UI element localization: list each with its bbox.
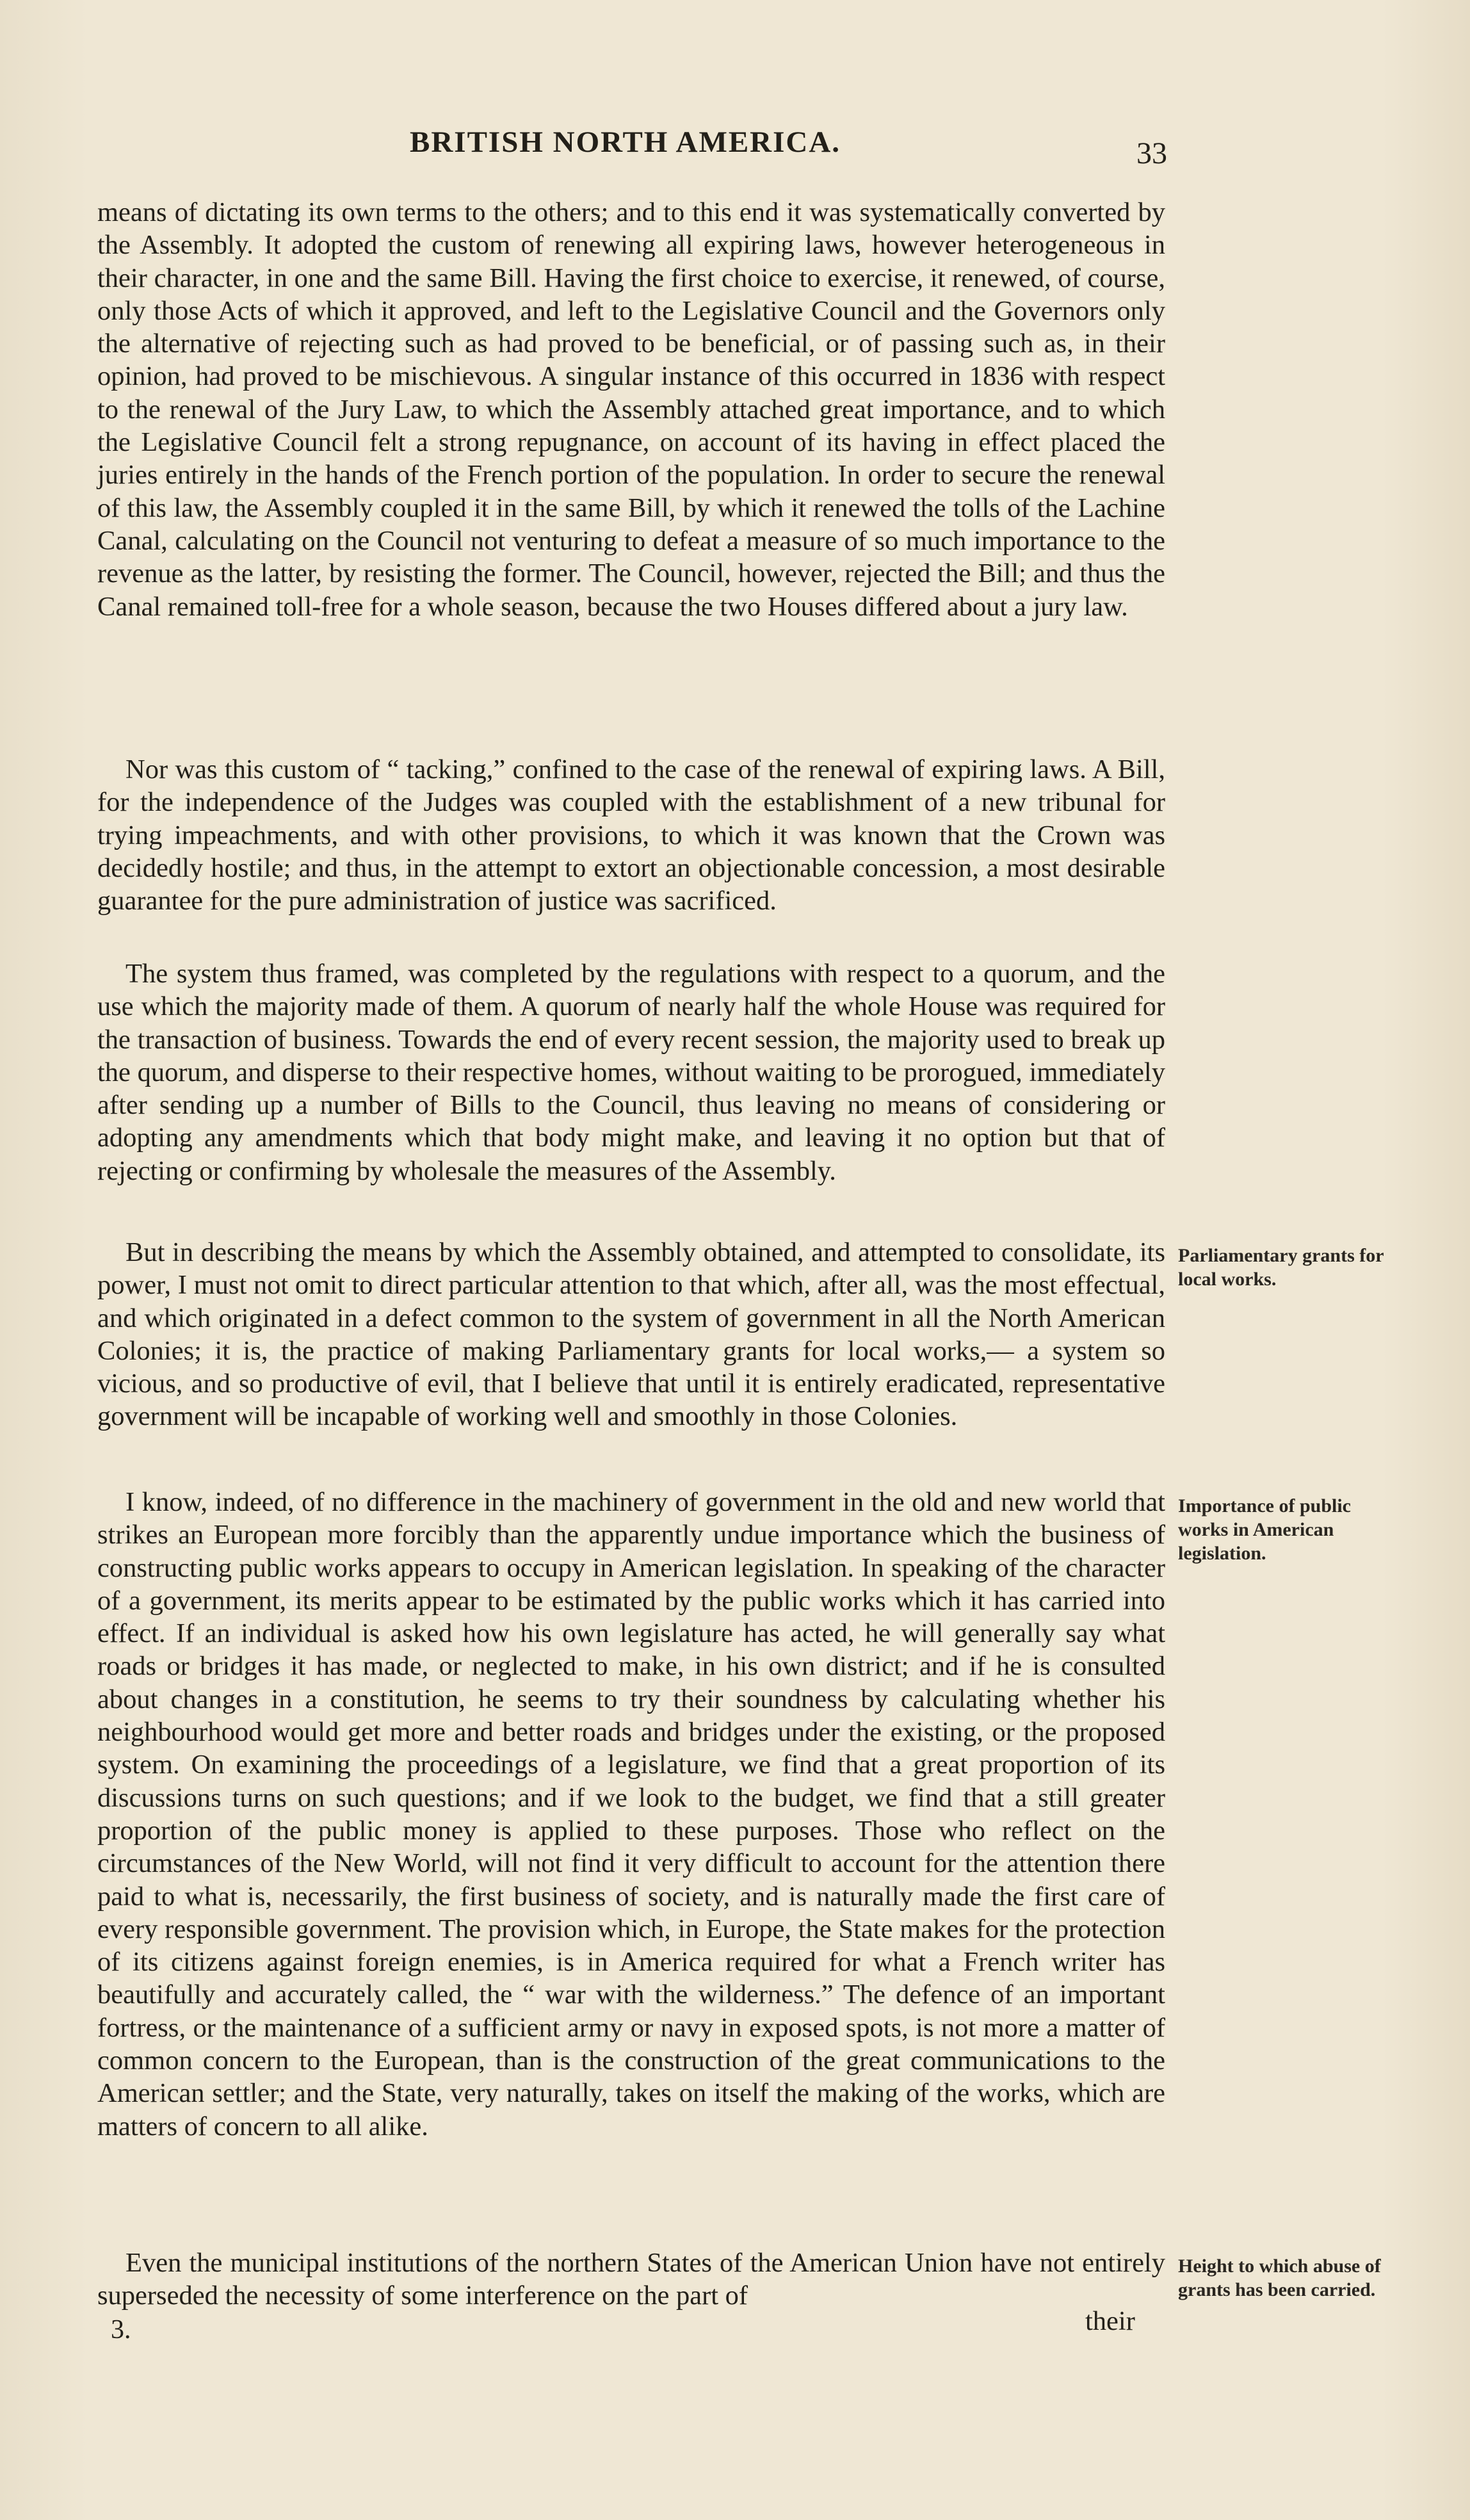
body-paragraph-3: The system thus framed, was completed by the regulations with respect to a quorum, and the use which the majority made of them. A quorum of nearly half the whole House was required for the transaction of business. Towards the end of every recent session, the majority used to break up the quorum, and disperse to their respective homes, without waiting to be prorogued, immediately after sending up a number of Bills to the Council, thus leaving no means of considering or adopting any amendments which that body might make, and leaving it no option but that of rejecting or confirming by wholesale the measures of the Assembly. xyxy=(97,959,1165,1186)
body-paragraph-1: means of dictating its own terms to the others; and to this end it was systematically converted by the Assembly. It adopted the custom of renewing all expiring laws, however heterogeneous in their character, in one and the same Bill. Having the first choice to exercise, it renewed, of course, only those Acts of which it approved, and left to the Legislative Council and the Governors only the alternative of rejecting such as had proved to be beneficial, or of passing such as, in their opinion, had proved to be mischievous. A singular instance of this occurred in 1836 with respect to the renewal of the Jury Law, to which the Assembly attached great importance, and to which the Legislative Council felt a strong repugnance, on account of its having in effect placed the juries entirely in the hands of the French portion of the population. In order to secure the renewal of this law, the Assembly coupled it in the same Bill, by which it renewed the tolls of the Lachine Canal, calculating on the Council not venturing to defeat a measure of so much importance to the revenue as the latter, by resisting the former. The Council, however, rejected the Bill; and thus the Canal remained toll-free for a whole season, because the two Houses differed about a jury law. xyxy=(97,197,1165,622)
body-paragraph-6: Even the municipal institutions of the northern States of the American Union have not entirely superseded the necessity of some interference on the part of xyxy=(97,2248,1165,2311)
body-paragraph-4: But in describing the means by which the Assembly obtained, and attempted to consolidate, its power, I must not omit to direct particular attention to that which, after all, was the most effectual, and which originated in a defect common to the system of government in all the North American Colonies; it is, the practice of making Parliamentary grants for local works,— a system so vicious, and so productive of evil, that I believe that until it is entirely eradicated, representative government will be incapable of working well and smoothly in those Colonies. xyxy=(97,1237,1165,1432)
margin-note-abuse-of-grants: Height to which abuse of grants has been carried. xyxy=(1178,2256,1381,2300)
body-paragraph-5: I know, indeed, of no difference in the machinery of government in the old and new world that strikes an European more forcibly than the apparently undue importance which the business of constructing public works appears to occupy in American legislation. In speaking of the character of a government, its merits appear to be estimated by the public works which it has carried into effect. If an individual is asked how his own legislature has acted, he will generally say what roads or bridges it has made, or neglected to make, in his own district; and if he is consulted about changes in a constitution, he seems to try their soundness by calculating whether his neighbourhood would get more and better roads and bridges under the existing, or the proposed system. On examining the proceedings of a legislature, we find that a great proportion of its discussions turns on such questions; and if we look to the budget, we find that a still greater proportion of the public money is applied to these purposes. Those who reflect on the circumstances of the New World, will not find it very difficult to account for the attention there paid to what is, necessarily, the first business of society, and is naturally made the first care of every responsible government. The provision which, in Europe, the State makes for the protection of its citizens against foreign enemies, is in America required for what a French writer has beautifully and accurately called, the “ war with the wilderness.” The defence of an important fortress, or the maintenance of a sufficient army or navy in exposed spots, is not more a matter of common concern to the European, than is the construction of the great communications to the American settler; and the State, very naturally, takes on itself the making of the works, which are matters of concern to all alike. xyxy=(97,1487,1165,2142)
body-paragraph-2: Nor was this custom of “ tacking,” confined to the case of the renewal of expiring laws. A Bill, for the independence of the Judges was coupled with the establishment of a new tribunal for trying impeachments, and with other provisions, to which it was known that the Crown was decidedly hostile; and thus, in the attempt to extort an objectionable concession, a most desirable guarantee for the pure administration of justice was sacrificed. xyxy=(97,754,1165,916)
page-number: 33 xyxy=(1136,136,1167,170)
catchword: their xyxy=(1085,2306,1135,2336)
signature-mark: 3. xyxy=(111,2315,131,2345)
margin-note-public-works: Importance of public works in American legislation. xyxy=(1178,1495,1351,1564)
running-head: BRITISH NORTH AMERICA. xyxy=(410,126,841,159)
margin-note-parliamentary-grants: Parliamentary grants for local works. xyxy=(1178,1245,1384,1290)
